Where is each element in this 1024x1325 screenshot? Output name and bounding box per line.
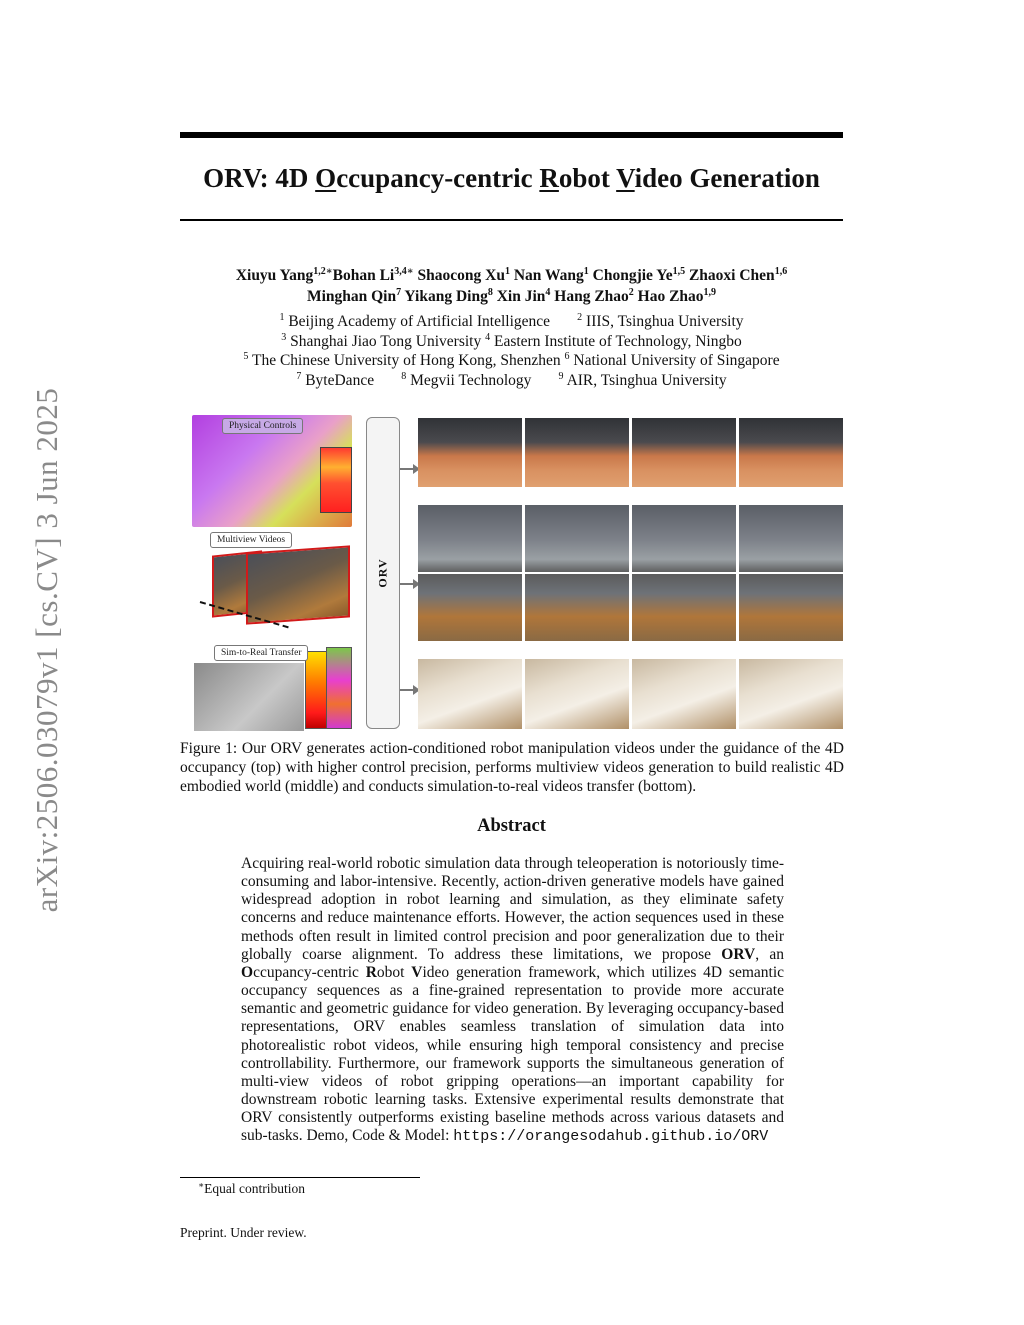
author-list — [180, 265, 843, 307]
author: Chongjie Ye$^{1,5}$ — [592, 266, 686, 284]
author: Xiuyu Yang$^{1,2∗}$ — [235, 266, 333, 284]
author: Yikang Ding$^8$ — [404, 287, 493, 305]
affiliation: $^9$ AIR, Tsinghua University — [558, 370, 727, 389]
preprint-note: Preprint. Under review. — [180, 1225, 307, 1240]
video-frame-image — [739, 418, 843, 487]
video-frame-image — [632, 659, 736, 729]
arrow-right-icon — [400, 468, 416, 470]
video-frame-image — [632, 418, 736, 487]
video-frame-image — [418, 418, 522, 487]
multiview-videos-tag: Multiview Videos — [210, 532, 292, 548]
abstract-heading: Abstract — [477, 816, 546, 836]
arrow-right-icon — [400, 583, 416, 585]
arxiv-side-stamp: arXiv:2506.03079v1 [cs.CV] 3 Jun 2025 — [29, 387, 64, 913]
figure-caption: Figure 1: Our ORV generates action-conditioned robot manipulation videos under the guidance of the 4D occupancy (top) with higher control precision, performs multiview videos generation to build realistic 4D embodied world (middle) and conducts simulation-to-real videos transfer (bottom). — [180, 740, 844, 795]
affiliation: $^4$ Eastern Institute of Technology, Ningbo — [485, 331, 742, 350]
control-maps-image — [320, 447, 352, 513]
paper-title: ORV: 4D Occupancy-centric Robot Video Generation — [203, 163, 820, 193]
project-link[interactable]: https://orangesodahub.github.io/ORV — [453, 1128, 769, 1146]
video-frame-image — [525, 505, 629, 641]
affiliation: $^3$ Shanghai Jiao Tong University — [281, 331, 482, 350]
simulation-render-image — [194, 663, 304, 731]
sim-to-real-tag: Sim-to-Real Transfer — [214, 645, 308, 661]
author: Hao Zhao$^{1,9}$ — [637, 287, 717, 305]
video-frame-image — [525, 659, 629, 729]
video-frame-image — [525, 418, 629, 487]
affiliation: $^6$ National University of Singapore — [564, 351, 780, 369]
affiliation: $^7$ ByteDance — [296, 370, 375, 389]
author: Minghan Qin$^7$ — [306, 287, 402, 305]
video-frame-image — [739, 659, 843, 729]
generated-video-grid — [418, 415, 844, 731]
video-frame-image — [739, 505, 843, 641]
title-rule-top — [180, 132, 843, 138]
figure-1 — [192, 413, 844, 731]
title-rule-bottom — [180, 219, 843, 221]
abstract-body: Acquiring real-world robotic simulation data through teleoperation is notoriously time-consuming and labor-intensive. Recently, action-driven generative models have gained widespread adoption in robot learning and simulation, as they eliminate safety concerns and reduce maintenance efforts. However, the action sequences used in these methods often result in limited control precision and poor generalization due to their globally coarse alignment. To address these limitations, we propose ORV, an Occupancy-centric Robot Video generation framework, which utilizes 4D semantic occupancy sequences as a fine-grained representation to provide more accurate semantic and geometric guidance for video generation. By leveraging occupancy-based representations, ORV enables seamless translation of simulation data into photorealistic robot videos, while ensuring high temporal consistency and precise controllability. Furthermore, our framework supports the simultaneous generation of multi-view videos of robot gripping operations—an important capability for downstream robotic learning tasks. Extensive experimental results demonstrate that ORV consistently outperforms existing baseline methods across various datasets and sub-tasks. Demo, Code & Model: https://orangesodahub.github.io/ORV — [241, 855, 785, 1146]
footnote: ∗Equal contribution — [198, 1180, 305, 1196]
video-frame-image — [418, 659, 522, 729]
video-frame-image — [418, 505, 522, 641]
author: Bohan $Li^{3,4∗}$ — [332, 266, 414, 284]
author: Hang Zhao$^2$ — [554, 287, 634, 305]
affiliations — [180, 312, 843, 390]
depth-map-image — [305, 651, 327, 729]
affiliation: $^1$ Beijing Academy of Artificial Intelligence — [279, 312, 551, 330]
author: Zhaoxi Chen$^{1,6}$ — [688, 266, 788, 284]
affiliation: $^8$ Megvii Technology — [401, 370, 532, 389]
affiliation: $^5$ The Chinese University of Hong Kong, Shenzhen — [243, 351, 561, 369]
footnote-rule — [180, 1177, 420, 1178]
video-frame-image — [632, 505, 736, 641]
orv-model-block: ORV — [366, 417, 400, 729]
author: Xin Jin$^4$ — [496, 287, 551, 305]
semantic-map-image — [326, 647, 352, 729]
multiview-frame-image — [246, 545, 350, 624]
author: Nan Wang$^1$ — [513, 266, 589, 284]
affiliation: $^2$ IIIS, Tsinghua University — [577, 312, 744, 330]
arrow-right-icon — [400, 689, 416, 691]
author: Shaocong Xu$^1$ — [417, 266, 510, 284]
figure-input-panel — [192, 413, 352, 731]
physical-controls-tag: Physical Controls — [222, 418, 303, 434]
